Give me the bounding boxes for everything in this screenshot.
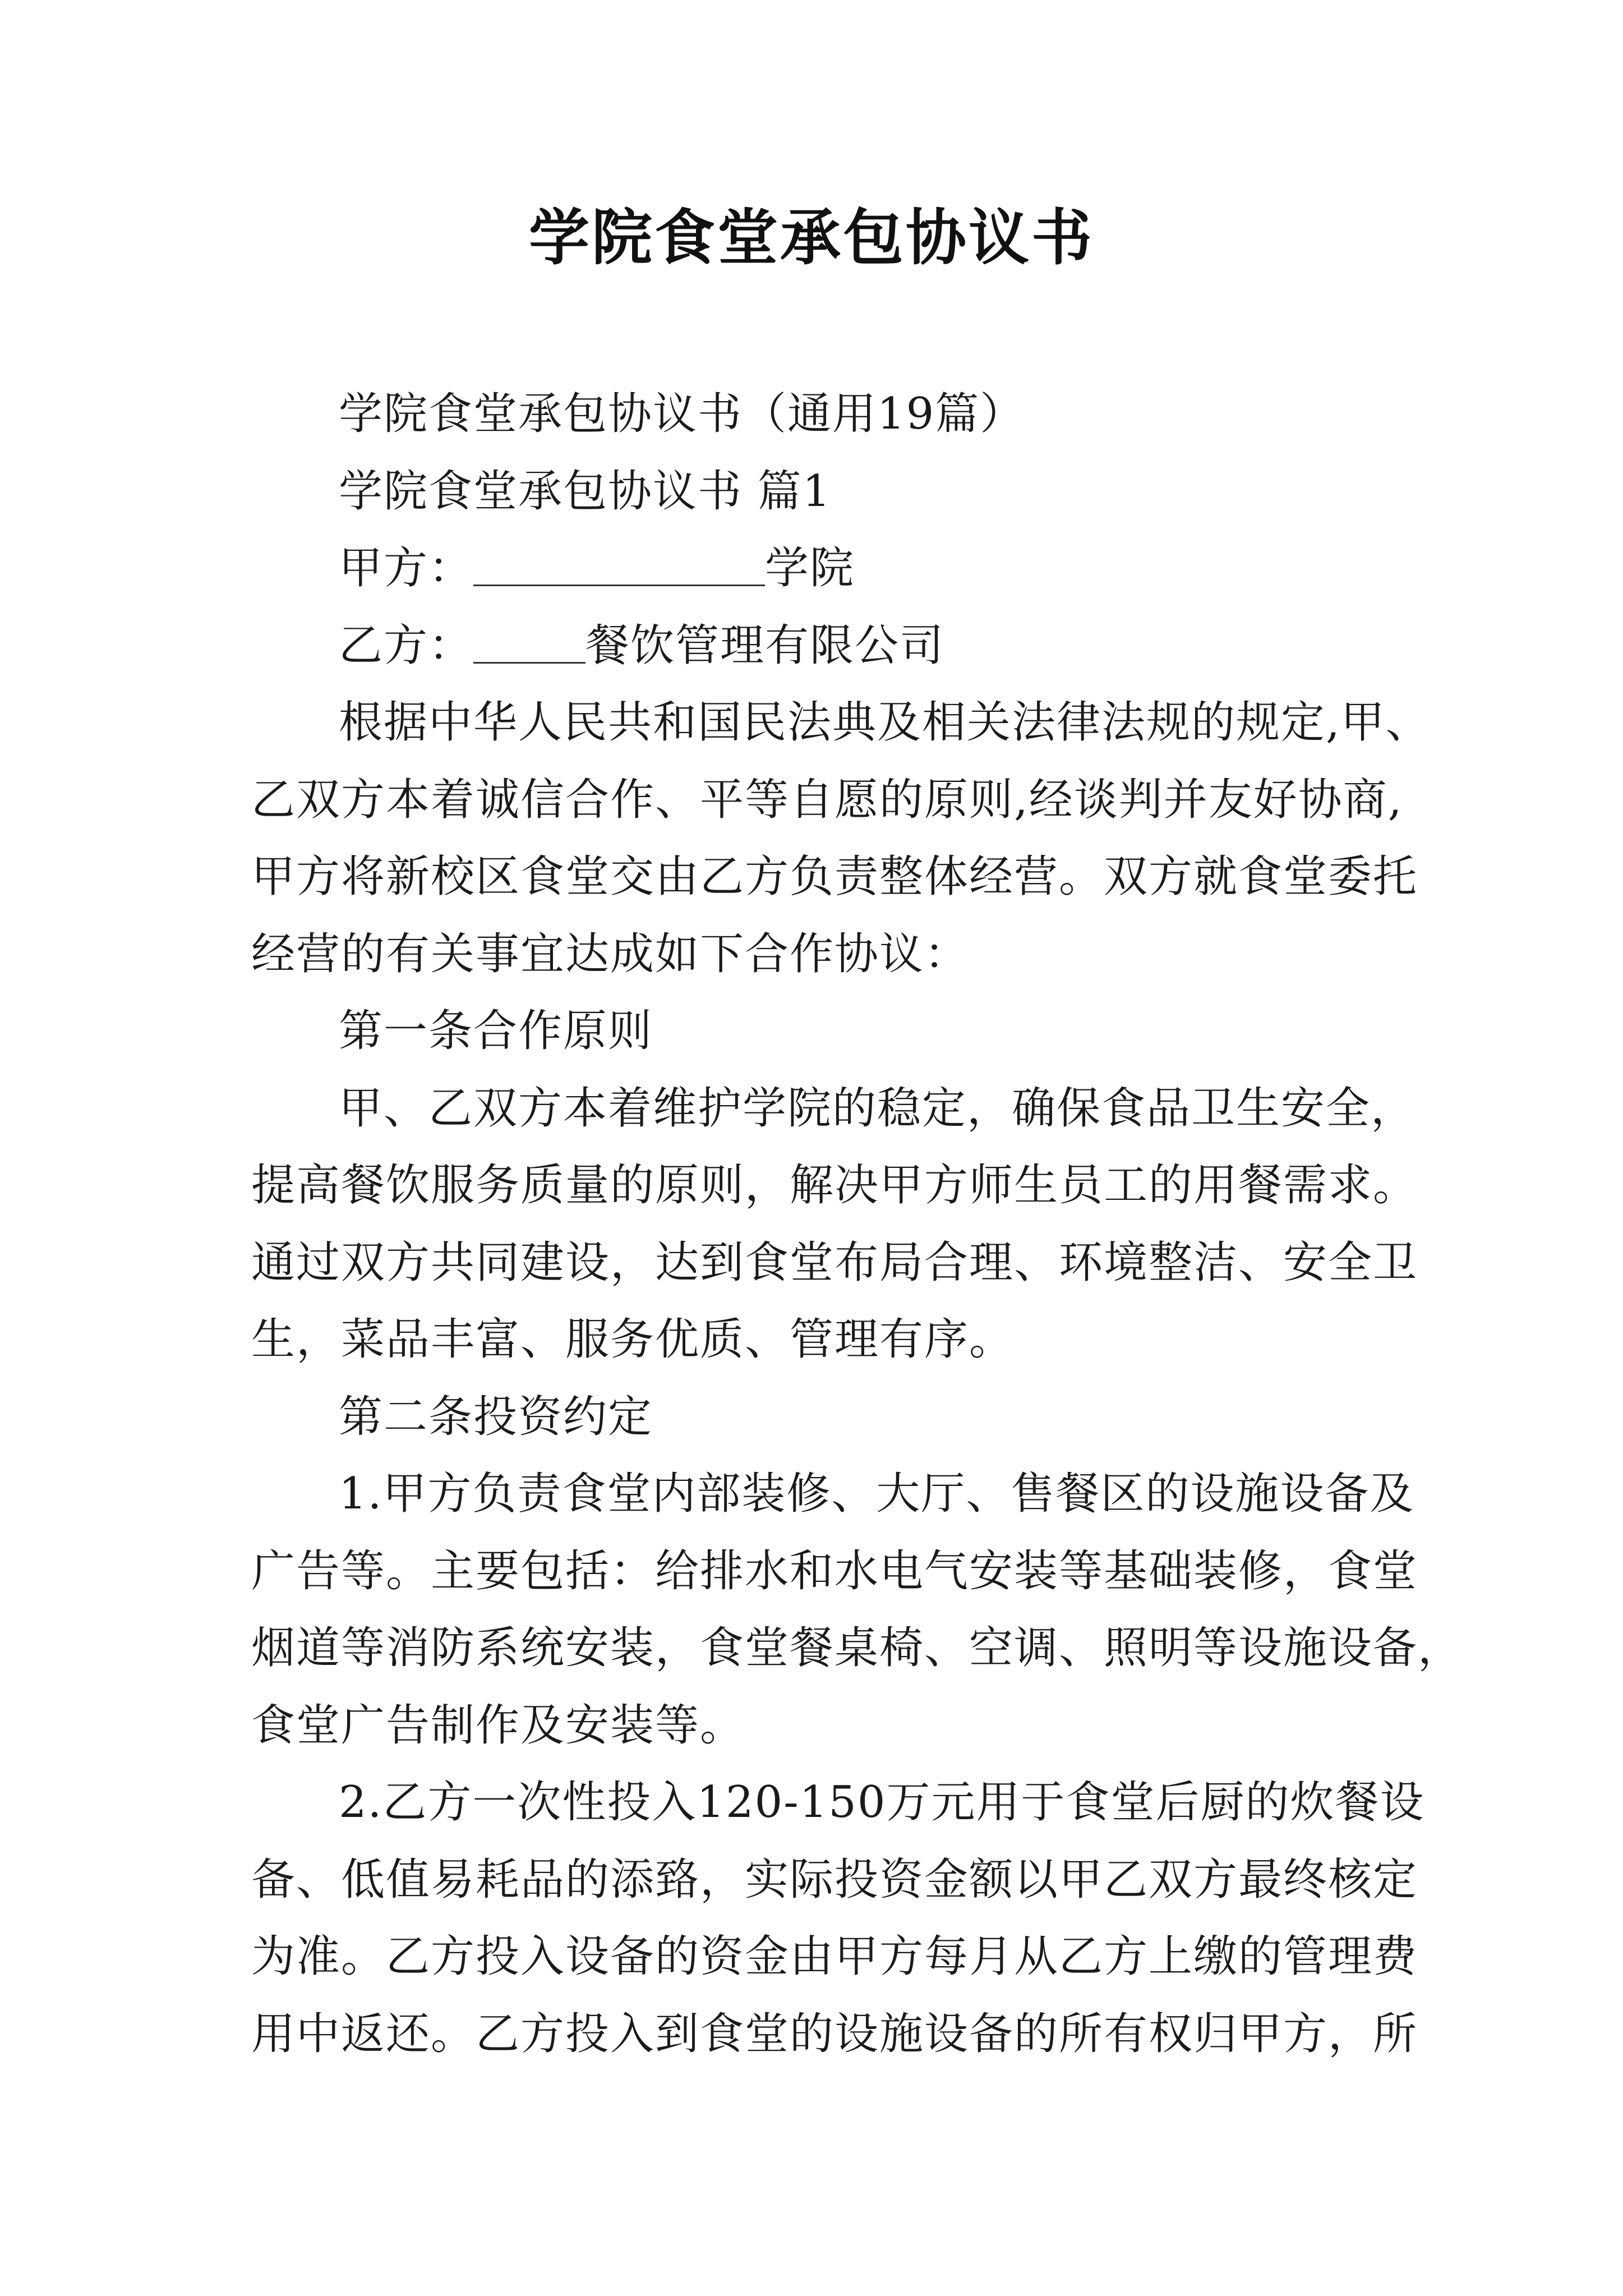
- paragraph-line: 根据中华人民共和国民法典及相关法律法规的规定,甲、: [339, 697, 1431, 748]
- paragraph-line: 广告等。主要包括：给排水和水电气安装等基础装修，食堂: [251, 1545, 1418, 1596]
- party-a-line: [251, 530, 1390, 608]
- paragraph-line: 提高餐饮服务质量的原则，解决甲方师生员工的用餐需求。: [251, 1160, 1418, 1211]
- article-heading: 第二条投资约定: [339, 1391, 653, 1442]
- paragraph-line: 乙双方本着诚信合作、平等自愿的原则,经谈判并友好协商,: [251, 774, 1403, 825]
- section-heading: 学院食堂承包协议书 篇1: [339, 466, 832, 517]
- paragraph-line: 经营的有关事宜达成如下合作协议：: [251, 928, 970, 979]
- party-a-blank: [473, 541, 765, 586]
- document-title: 学院食堂承包协议书: [528, 203, 1094, 273]
- party-a-label: 甲方：: [339, 543, 474, 593]
- paragraph-line: 2.乙方一次性投入120-150万元用于食堂后厨的炊餐设: [339, 1777, 1425, 1828]
- paragraph-line: 生，菜品丰富、服务优质、管理有序。: [251, 1314, 1015, 1365]
- document-body: [251, 376, 1463, 2073]
- paragraph-line: 甲方将新校区食堂交由乙方负责整体经营。双方就食堂委托: [251, 852, 1418, 902]
- paragraph-line: 烟道等消防系统安装，食堂餐桌椅、空调、照明等设施设备，: [251, 1623, 1463, 1673]
- article-heading: 第一条合作原则: [339, 1006, 653, 1056]
- paragraph-line: 食堂广告制作及安装等。: [251, 1700, 745, 1751]
- party-b-blank: [473, 618, 585, 664]
- party-b-suffix: 餐饮管理有限公司: [585, 620, 945, 671]
- paragraph-line: 备、低值易耗品的添臵，实际投资金额以甲乙双方最终核定: [251, 1854, 1418, 1905]
- paragraph-line: 1.甲方负责食堂内部装修、大厅、售餐区的设施设备及: [339, 1469, 1415, 1519]
- paragraph-line: 通过双方共同建设，达到食堂布局合理、环境整洁、安全卫: [251, 1237, 1418, 1288]
- paragraph-line: 甲、乙双方本着维护学院的稳定，确保食品卫生安全，: [339, 1083, 1416, 1134]
- party-b-line: [251, 608, 1390, 685]
- paragraph-line: 用中返还。乙方投入到食堂的设施设备的所有权归甲方，所: [251, 2008, 1418, 2059]
- document-subtitle: 学院食堂承包协议书（通用19篇）: [339, 389, 1025, 439]
- party-a-suffix: 学院: [765, 543, 855, 593]
- party-b-label: 乙方：: [339, 620, 474, 671]
- paragraph-line: 为准。乙方投入设备的资金由甲方每月从乙方上缴的管理费: [251, 1931, 1418, 1982]
